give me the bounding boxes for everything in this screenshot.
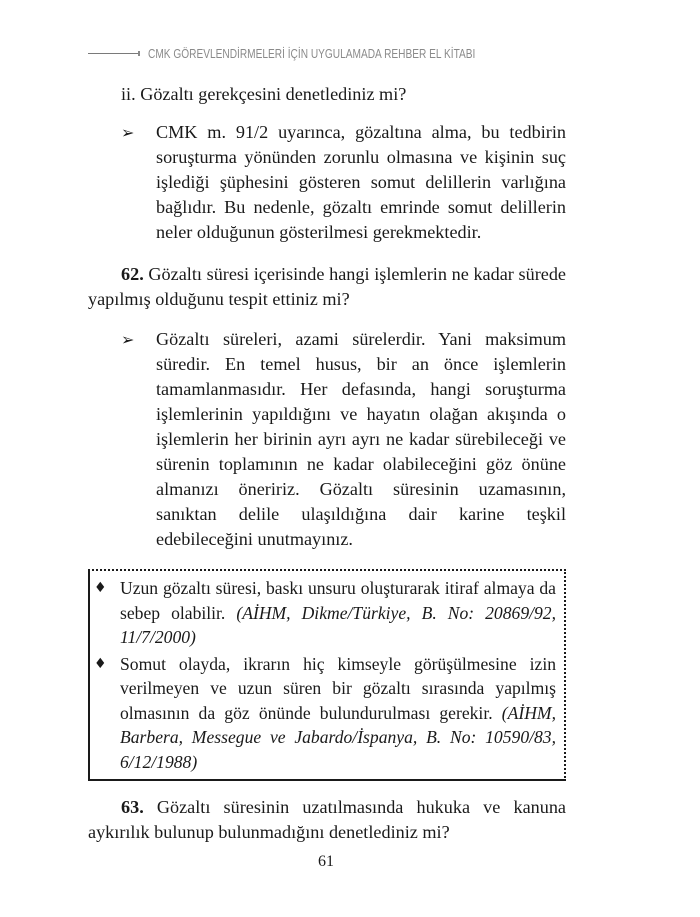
header-square-marker	[138, 51, 140, 56]
question-text: Gözaltı süresinin uzatılmasında hukuka ve kanuna aykırılık bulunup bulunmadığını denetlediniz mi?	[88, 797, 566, 842]
note-item	[94, 652, 556, 775]
note-text: Uzun gözaltı süresi, baskı unsuru oluşturarak itiraf almaya da sebep olabilir.	[120, 578, 556, 623]
question-text: Gözaltı süresi içerisinde hangi işlemlerin ne kadar sürede yapılmış olduğunu tespit ettiniz mi?	[88, 264, 567, 309]
arrow-item-text: CMK m. 91/2 uyarınca, gözaltına alma, bu tedbirin soruşturma yönünden zorunlu olmasına ve kişinin suç işlediği şüphesini gösteren somut delillerin varlığına bağlıdır. Bu nedenle, gözaltı emrinde somut delillerin neler olduğunun gösterilmesi gerekmektedir.	[156, 122, 566, 242]
arrow-list-item	[88, 327, 566, 552]
note-item	[94, 576, 556, 650]
note-citation: (AİHM, Barbera, Messegue ve Jabardo/İspanya, B. No: 10590/83, 6/12/1988)	[120, 702, 556, 772]
diamond-icon: ♦	[94, 580, 107, 596]
running-header	[88, 42, 568, 64]
question-number: 62.	[121, 264, 144, 284]
header-rule	[88, 53, 138, 54]
question-63	[88, 795, 566, 845]
note-text: Somut olayda, ikrarın hiç kimseyle görüşülmesine izin verilmeyen ve uzun süren bir gözaltı sırasında yapılmış olmasının da göz önünde bulundurulması gerekir.	[120, 653, 556, 723]
arrow-icon: ➢	[121, 330, 135, 349]
arrow-icon: ➢	[121, 123, 135, 142]
subquestion: ii. Gözaltı gerekçesini denetlediniz mi?	[121, 84, 407, 104]
question-number: 63.	[121, 797, 144, 817]
page-number: 61	[318, 853, 334, 870]
diamond-icon: ♦	[94, 655, 107, 672]
arrow-list-item	[88, 120, 566, 245]
arrow-item-text: Gözaltı süreleri, azami sürelerdir. Yani maksimum süredir. En temel husus, bir an önce işlemlerin tamamlanmasıdır. Her defasında, hangi soruşturma işlemlerinin yapıldığını ve hayatın olağan akışında o işlemlerin her birinin ayrı ayrı ne kadar sürebileceği ve sürenin toplamının ne kadar olabileceğini göz önüne almanızı öneririz. Gözaltı süresinin uzamasının, sanıktan delile ulaşıldığına dair karine teşkil edebileceğini unutmayınız.	[156, 329, 566, 549]
note-citation: (AİHM, Dikme/Türkiye, B. No: 20869/92, 11/7/2000)	[120, 602, 557, 647]
question-62	[88, 262, 566, 312]
running-title: CMK GÖREVLENDİRMELERİ İÇİN UYGULAMADA REHBER EL KİTABI	[148, 45, 476, 61]
page-content	[88, 82, 566, 860]
case-law-note-box	[88, 569, 566, 781]
